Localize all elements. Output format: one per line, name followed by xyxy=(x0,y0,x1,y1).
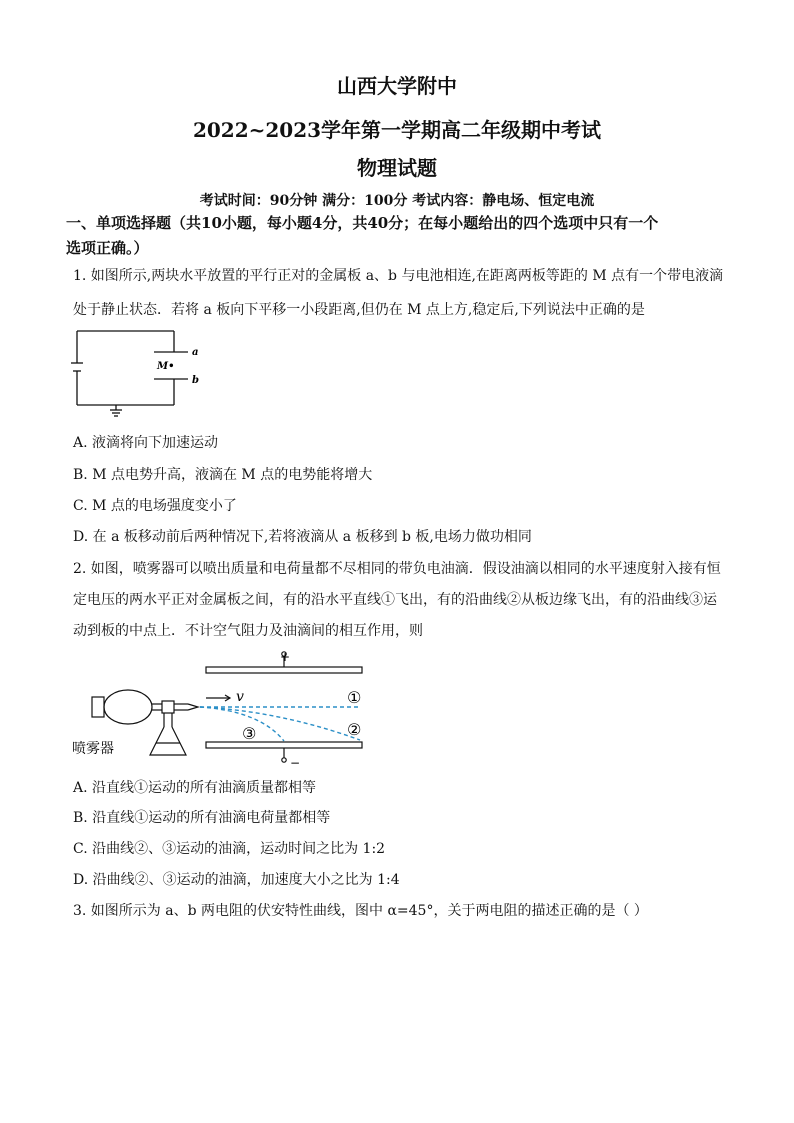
q2-stem-line1: 2. 如图，喷雾器可以喷出质量和电荷量都不尽相同的带负电油滴．假设油滴以相同的水平速度射入接有恒 xyxy=(73,561,721,577)
point-m-label: M• xyxy=(157,361,175,372)
q3-stem-line1: 3. 如图所示为 a、b 两电阻的伏安特性曲线，图中 α=45°，关于两电阻的描述正确的是（ ） xyxy=(73,903,648,919)
velocity-label: v xyxy=(236,689,244,705)
sprayer-label: 喷雾器 xyxy=(72,741,114,757)
q2-stem-line3: 动到板的中点上．不计空气阻力及油滴间的相互作用，则 xyxy=(73,623,423,639)
q1-stem-line1: 1. 如图所示,两块水平放置的平行正对的金属板 a、b 与电池相连,在距离两板等距的 M 点有一个带电液滴 xyxy=(73,268,724,284)
q1-option-d: D. 在 a 板移动前后两种情况下,若将液滴从 a 板移到 b 板,电场力做功相同 xyxy=(73,529,532,545)
q1-option-b: B. M 点电势升高，液滴在 M 点的电势能将增大 xyxy=(73,467,373,483)
section-heading-line1: 一、单项选择题（共10小题，每小题4分，共40分；在每小题给出的四个选项中只有一个 xyxy=(66,214,659,232)
plate-a-label: a xyxy=(192,347,199,358)
q1-option-c: C. M 点的电场强度变小了 xyxy=(73,498,237,514)
path-2-label: ② xyxy=(347,720,362,739)
q1-stem-line2: 处于静止状态．若将 a 板向下平移一小段距离,但仍在 M 点上方,稳定后,下列说法中正确的是 xyxy=(73,302,645,318)
q2-option-d: D. 沿曲线②、③运动的油滴，加速度大小之比为 1:4 xyxy=(73,872,400,888)
q1-circuit-figure xyxy=(70,325,210,420)
minus-terminal: − xyxy=(290,756,301,770)
q2-stem-line2: 定电压的两水平正对金属板之间，有的沿水平直线①飞出，有的沿曲线②从板边缘飞出，有的沿曲线③运 xyxy=(73,592,717,608)
q2-option-a: A. 沿直线①运动的所有油滴质量都相等 xyxy=(73,780,317,796)
exam-info: 考试时间：90分钟 满分：100分 考试内容：静电场、恒定电流 xyxy=(199,193,595,209)
school-name: 山西大学附中 xyxy=(337,74,457,98)
q1-option-a: A. 液滴将向下加速运动 xyxy=(73,435,219,451)
q2-option-c: C. 沿曲线②、③运动的油滴，运动时间之比为 1:2 xyxy=(73,841,386,857)
path-1-label: ① xyxy=(347,688,362,707)
subject-title: 物理试题 xyxy=(357,156,437,180)
q2-sprayer-figure xyxy=(70,645,370,770)
plus-terminal: + xyxy=(280,650,291,664)
path-3-label: ③ xyxy=(242,724,257,743)
exam-title: 2022~2023学年第一学期高二年级期中考试 xyxy=(192,118,602,142)
section-heading-line2: 选项正确。） xyxy=(66,239,149,257)
q2-option-b: B. 沿直线①运动的所有油滴电荷量都相等 xyxy=(73,810,331,826)
plate-b-label: b xyxy=(192,375,199,386)
